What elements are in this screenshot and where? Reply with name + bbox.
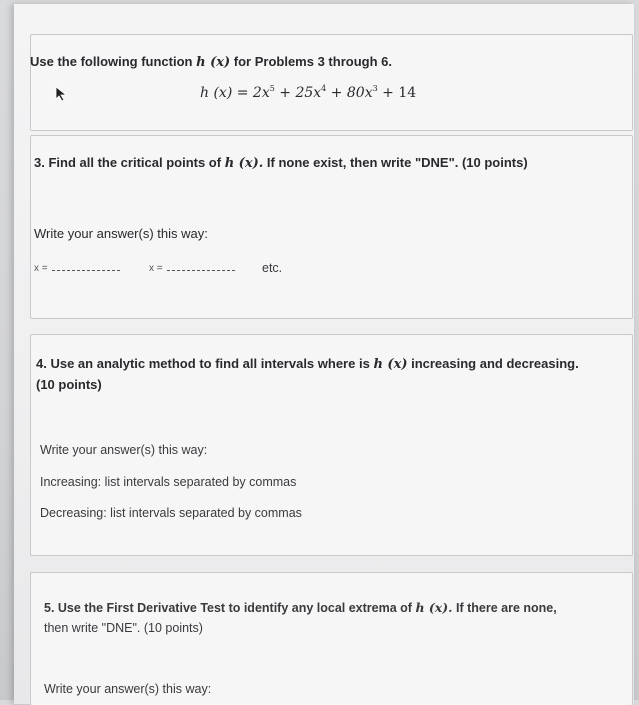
question-3-prompt: 3. Find all the critical points of h (x). If none exist, then write "DNE". (10 points) [34,155,528,171]
answer-format-x1: x = [34,263,120,274]
question-5-prompt-continued: then write "DNE". (10 points) [44,621,203,635]
increasing-format: Increasing: list intervals separated by commas [40,475,297,489]
decreasing-format: Decreasing: list intervals separated by commas [40,506,302,520]
answer-format-etc: etc. [262,261,283,275]
answer-format-x2: x = [149,263,235,274]
question-4-points: (10 points) [36,377,102,392]
intro-line: Use the following function h (x) for Problems 3 through 6. [30,54,392,70]
question-4-prompt: 4. Use an analytic method to find all intervals where is h (x) increasing and decreasing. [36,356,579,372]
question-3-instructions: Write your answer(s) this way: [34,226,208,241]
function-equation: h $(x) = 2x^5 + 25x^4 + 80x^3 + 14$ [200,84,417,101]
intro-card [30,34,633,131]
mouse-cursor-icon [55,86,69,102]
question-4-instructions: Write your answer(s) this way: [40,443,208,457]
worksheet-page [14,4,634,704]
intro-function: h (x) [196,55,231,70]
question-5-instructions: Write your answer(s) this way: [44,682,212,696]
question-5-prompt: 5. Use the First Derivative Test to identify any local extrema of h (x). If there are none, [44,600,557,615]
